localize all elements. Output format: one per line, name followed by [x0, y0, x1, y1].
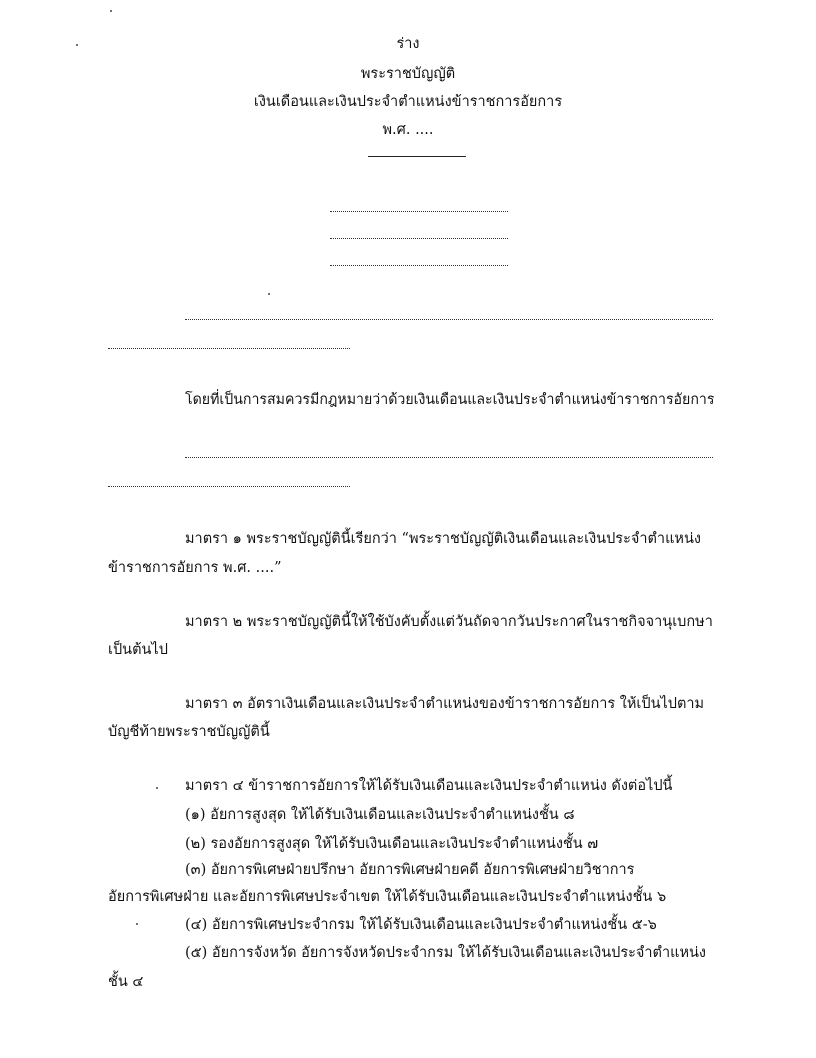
scan-speck	[136, 923, 138, 925]
section-4-intro: มาตรา ๔ ข้าราชการอัยการให้ได้รับเงินเดือนและเงินประจำตำแหน่ง ดังต่อไปนี้	[185, 778, 673, 794]
section-1-line-1: มาตรา ๑ พระราชบัญญัตินี้เรียกว่า “พระราชบัญญัติเงินเดือนและเงินประจำตำแหน่ง	[185, 531, 701, 547]
scan-speck	[110, 10, 112, 12]
section-3-line-1: มาตรา ๓ อัตราเงินเดือนและเงินประจำตำแหน่งของข้าราชการอัยการ ให้เป็นไปตาม	[185, 696, 705, 712]
section-4-item-3-line-2: อัยการพิเศษฝ่าย และอัยการพิเศษประจำเขต ให้ได้รับเงินเดือนและเงินประจำตำแหน่งชั้น ๖	[108, 889, 667, 905]
act-subject: เงินเดือนและเงินประจำตำแหน่งข้าราชการอัยการ	[253, 94, 563, 110]
section-4-item-2: (๒) รองอัยการสูงสุด ให้ได้รับเงินเดือนและเงินประจำตำแหน่งชั้น ๗	[185, 836, 599, 852]
dotted-line	[108, 486, 350, 487]
dotted-line	[185, 319, 713, 320]
act-title: พระราชบัญญัติ	[360, 66, 456, 82]
dotted-line	[185, 457, 713, 458]
section-4-item-3-line-1: (๓) อัยการพิเศษฝ่ายปรึกษา อัยการพิเศษฝ่ายคดี อัยการพิเศษฝ่ายวิชาการ	[185, 862, 635, 878]
section-4-item-1: (๑) อัยการสูงสุด ให้ได้รับเงินเดือนและเงินประจำตำแหน่งชั้น ๘	[185, 807, 575, 823]
preamble-text: โดยที่เป็นการสมควรมีกฎหมายว่าด้วยเงินเดือนและเงินประจำตำแหน่งข้าราชการอัยการ	[185, 392, 715, 408]
title-underline	[368, 156, 466, 157]
dotted-line	[108, 348, 350, 349]
act-year: พ.ศ. ....	[382, 122, 434, 138]
section-4-item-5-line-1: (๕) อัยการจังหวัด อัยการจังหวัดประจำกรม ให้ได้รับเงินเดือนและเงินประจำตำแหน่ง	[185, 945, 706, 961]
section-4-item-5-line-2: ชั้น ๔	[108, 974, 144, 990]
section-3-line-2: บัญชีท้ายพระราชบัญญัตินี้	[108, 724, 270, 740]
scan-speck	[268, 293, 270, 295]
section-4-item-4: (๔) อัยการพิเศษประจำกรม ให้ได้รับเงินเดือนและเงินประจำตำแหน่งชั้น ๕-๖	[185, 917, 657, 933]
dotted-line	[330, 238, 508, 239]
scan-speck	[156, 787, 158, 789]
section-2-line-2: เป็นต้นไป	[108, 642, 168, 658]
dotted-line	[330, 265, 508, 266]
draft-label: ร่าง	[396, 36, 420, 52]
section-1-line-2: ข้าราชการอัยการ พ.ศ. ....”	[108, 560, 282, 576]
dotted-line	[330, 211, 508, 212]
section-2-line-1: มาตรา ๒ พระราชบัญญัตินี้ให้ใช้บังคับตั้งแต่วันถัดจากวันประกาศในราชกิจจานุเบกษา	[185, 614, 713, 630]
